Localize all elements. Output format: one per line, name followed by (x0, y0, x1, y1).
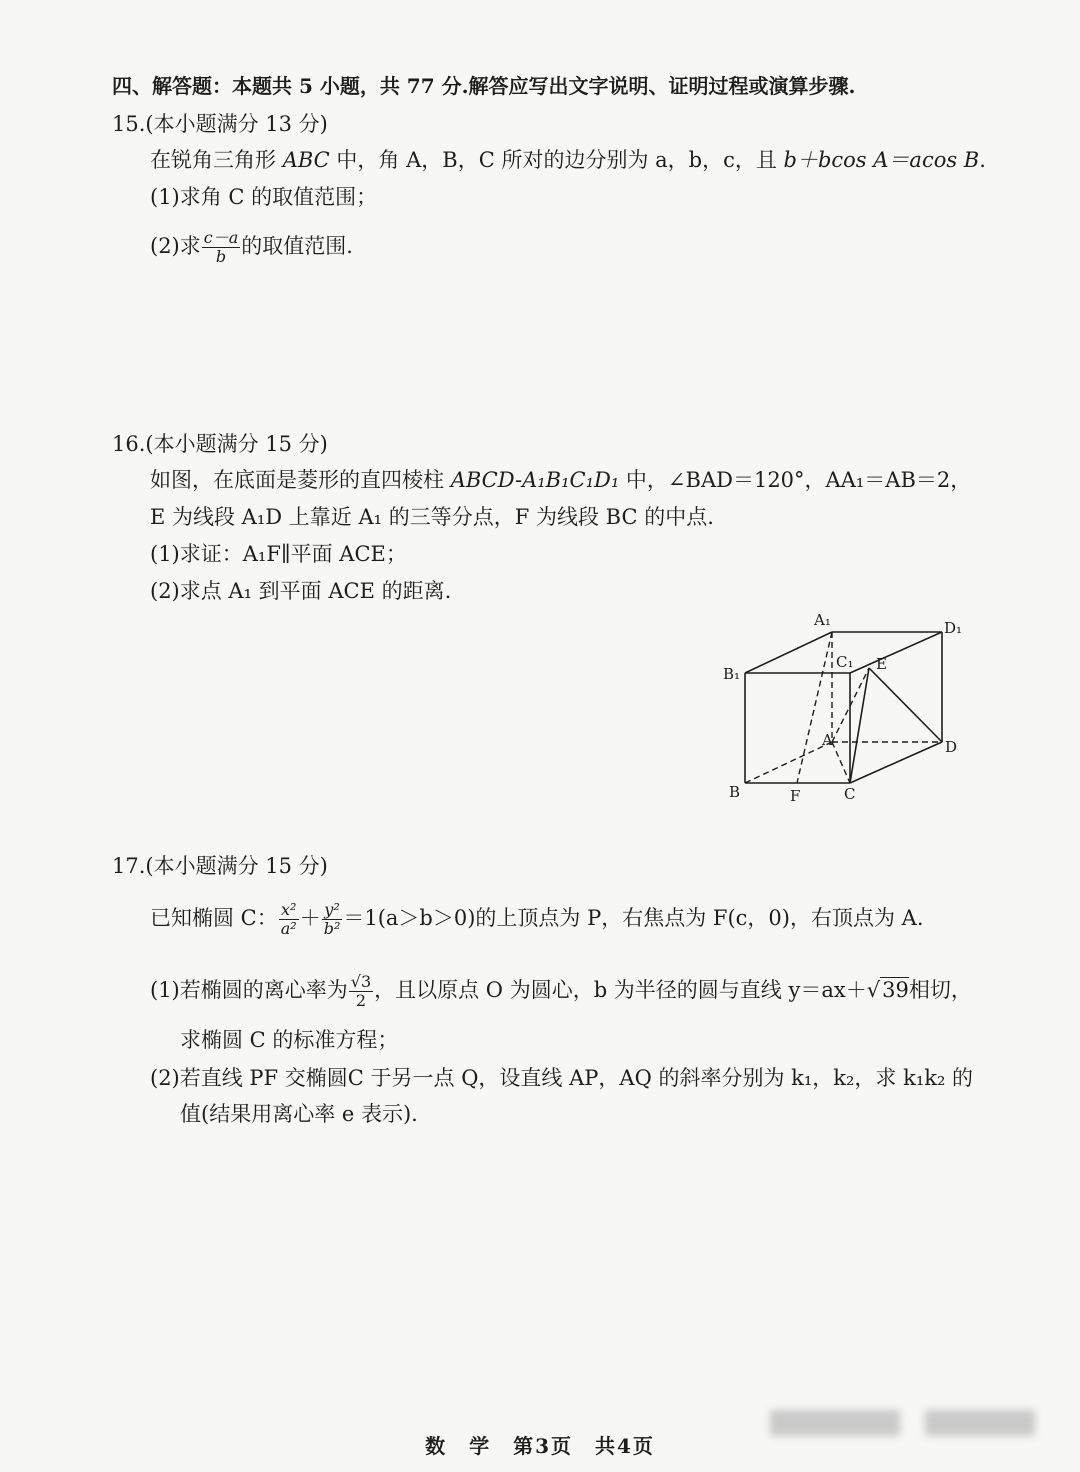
q15-header (112, 110, 328, 138)
q15-stem-end: . (979, 148, 986, 172)
q17-stem (150, 896, 924, 940)
q16-header (112, 430, 328, 458)
edge-b1-a1 (745, 632, 832, 673)
q16-line1-pre: 如图，在底面是菱形的直四棱柱 (150, 468, 451, 492)
label-b1: B₁ (723, 665, 741, 683)
q16-part2: (2)求点 A₁ 到平面 ACE 的距离. (150, 579, 452, 603)
q16-line1 (150, 466, 971, 494)
q15-part2-pre: (2)求 (150, 234, 201, 258)
q17-header (112, 852, 328, 880)
label-a: A (822, 731, 833, 749)
label-a1: A₁ (814, 611, 831, 629)
q17-x-fraction (279, 901, 299, 938)
q17-y-fraction (322, 901, 343, 938)
q17-part1-mid: ，且以原点 O 为圆心，b 为半径的圆与直线 y＝ax＋ (374, 978, 867, 1002)
label-e: E (876, 655, 887, 673)
q16-line2: E 为线段 A₁D 上靠近 A₁ 的三等分点，F 为线段 BC 的中点. (150, 505, 714, 529)
q16-line1-solid: ABCD-A₁B₁C₁D₁ (450, 468, 620, 492)
q15-frac-num: c－a (203, 228, 239, 247)
prism-figure (710, 605, 980, 810)
q17-part1-sqrt: 39 (882, 978, 909, 1002)
q15-part2 (150, 226, 353, 266)
q17-e-den: 2 (355, 991, 367, 1010)
q16-number: 16. (112, 432, 146, 456)
section-header: 四、解答题：本题共 5 小题，共 77 分.解答应写出文字说明、证明过程或演算步骤. (112, 74, 856, 98)
edge-c-d (850, 742, 942, 783)
q15-part2-post: 的取值范围. (241, 234, 353, 258)
q17-part2-line2: 值(结果用离心率 e 表示). (180, 1102, 418, 1126)
q16-line1-post: 中，∠BAD＝120°，AA₁＝AB＝2， (619, 468, 972, 492)
q15-stem-tri: ABC (282, 148, 330, 172)
q17-score: (本小题满分 15 分) (145, 854, 328, 878)
q15-fraction (202, 229, 241, 266)
q15-stem-eq: b＋bcos A＝acos B (783, 148, 980, 172)
q15-number: 15. (112, 112, 146, 136)
label-d1: D₁ (944, 619, 963, 637)
q17-part1-line2: 求椭圆 C 的标准方程； (180, 1028, 399, 1052)
q17-part1-end: 相切， (908, 978, 972, 1002)
edge-d1-c1 (850, 632, 942, 673)
sqrt-sign: √ (866, 978, 881, 1002)
q15-score: (本小题满分 13 分) (145, 112, 328, 136)
label-c: C (844, 785, 856, 803)
q15-part1: (1)求角 C 的取值范围； (150, 185, 378, 209)
segment-e-c (850, 668, 869, 783)
label-c1: C₁ (836, 653, 854, 671)
q17-y-den: b² (323, 919, 341, 938)
q16-score: (本小题满分 15 分) (145, 432, 328, 456)
q17-e-fraction (349, 973, 373, 1010)
q17-part1-pre: (1)若椭圆的离心率为 (150, 978, 348, 1002)
label-b: B (729, 783, 741, 801)
segment-e-d (869, 668, 942, 742)
q17-x-num: x² (279, 901, 299, 920)
q17-y-num: y² (322, 901, 343, 920)
q17-stem-post: ＝1(a＞b＞0)的上顶点为 P，右焦点为 F(c，0)，右顶点为 A. (343, 906, 924, 930)
q15-frac-den: b (215, 247, 227, 266)
page-footer: 数 学 第3页 共4页 (425, 1434, 655, 1458)
q17-plus: ＋ (299, 906, 321, 930)
hidden-a-b (745, 742, 832, 783)
q15-stem-pre: 在锐角三角形 (150, 148, 283, 172)
label-d: D (945, 738, 958, 756)
q17-part2-line1: (2)若直线 PF 交椭圆C 于另一点 Q，设直线 AP，AQ 的斜率分别为 k₁，k₂，求 k₁k₂ 的 (150, 1066, 974, 1090)
q17-number: 17. (112, 854, 146, 878)
q16-part1: (1)求证：A₁F∥平面 ACE； (150, 542, 407, 566)
q17-part1 (150, 968, 972, 1012)
label-f: F (790, 787, 801, 805)
hidden-a1-f (797, 632, 832, 783)
hidden-a-c (832, 742, 850, 783)
q15-stem (150, 146, 986, 174)
q17-stem-pre: 已知椭圆 C： (150, 906, 278, 930)
q17-x-den: a² (280, 919, 297, 938)
q15-stem-mid: 中，角 A，B，C 所对的边分别为 a，b，c，且 (329, 148, 784, 172)
q17-e-num: √3 (350, 972, 372, 991)
